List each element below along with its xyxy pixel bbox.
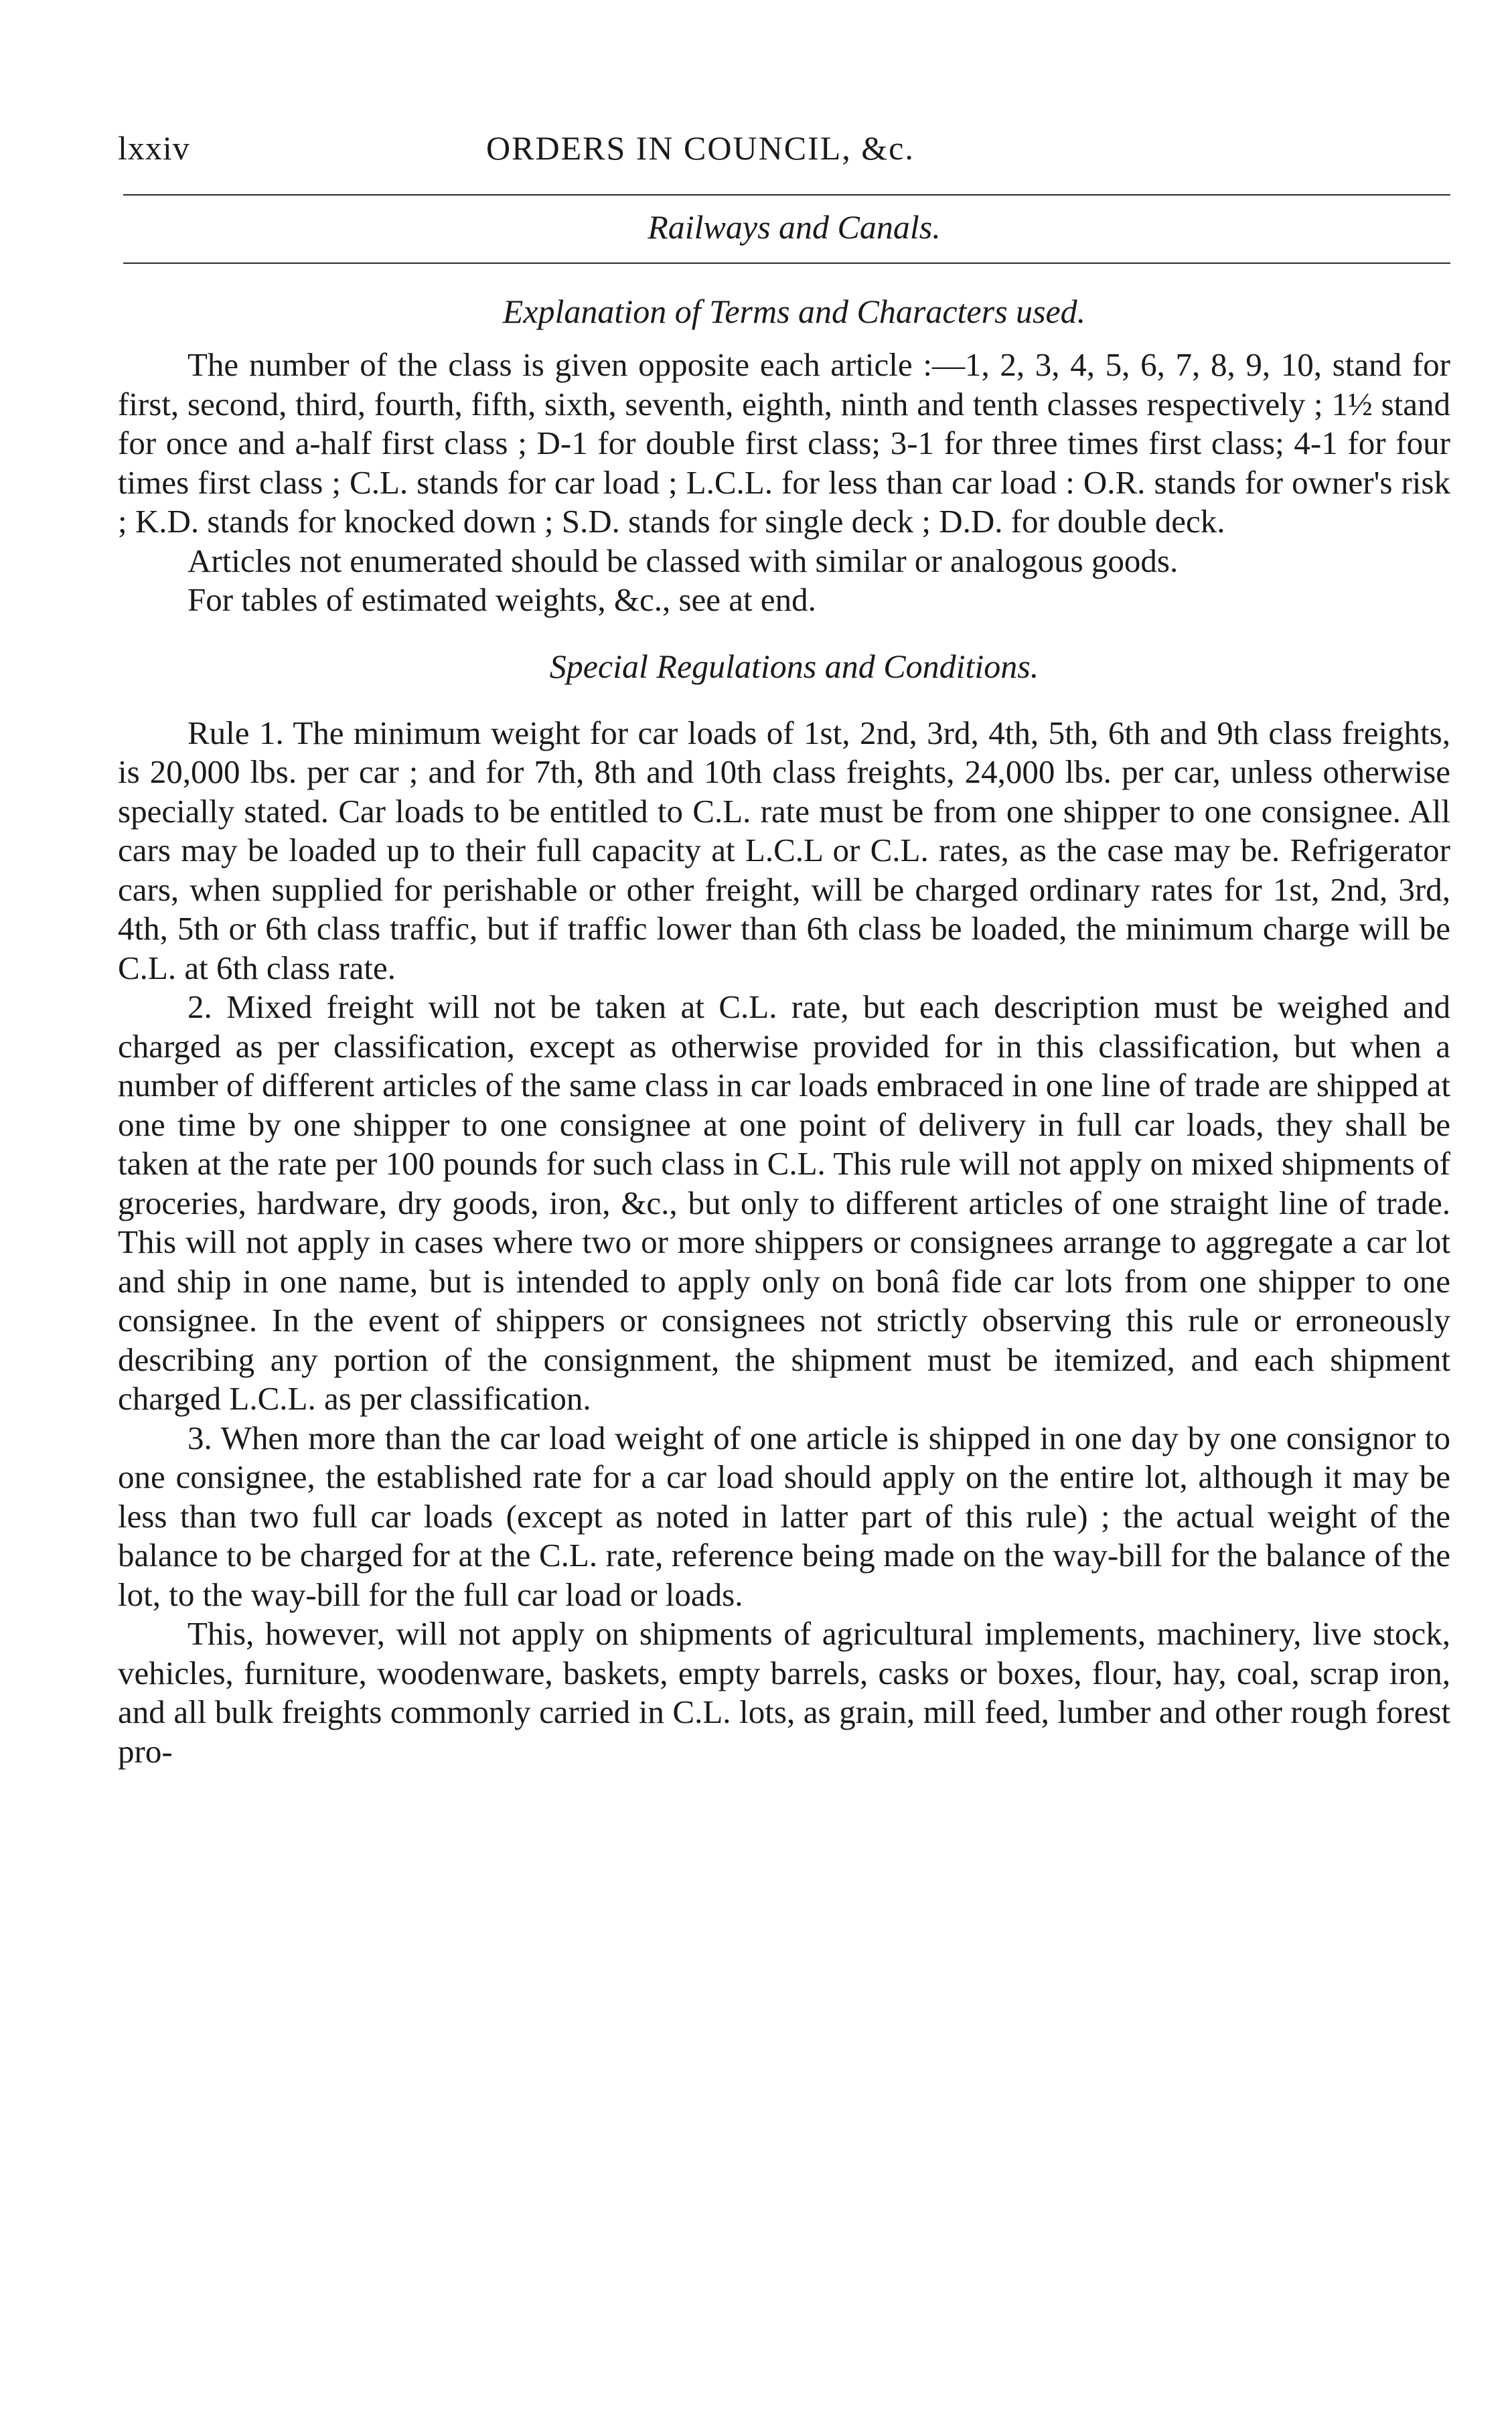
header-rule-top xyxy=(123,194,1450,196)
document-page xyxy=(118,127,1450,2390)
section-title: Railways and Canals. xyxy=(648,208,941,246)
rule-2-paragraph: 2. Mixed freight will not be taken at C.L. rate, but each description must be weighed and charged as per classification, except as otherwise provided for in this classification, but when a number of different articles of the same class in car loads embraced in one line of trade are shipped at one time by one shipper to one consignee at one point of delivery in full car loads, they shall be taken at the rate per 100 pounds for such class in C.L. This rule will not apply on mixed shipments of groceries, hardware, dry goods, iron, &c., but only to different articles of one straight line of trade. This will not apply in cases where two or more shippers or consignees arrange to aggregate a car lot and ship in one name, but is intended to apply only on bonâ fide car lots from one shipper to one consignee. In the event of shippers or consignees not strictly observing this rule or erroneously describing any portion of the consignment, the shipment must be itemized, and each shipment charged L.C.L. as per classification. xyxy=(118,988,1450,1417)
header-rule-bottom xyxy=(123,262,1450,264)
running-header xyxy=(118,127,1450,169)
explanation-paragraph-weights: For tables of estimated weights, &c., see at end. xyxy=(187,581,816,618)
explanation-paragraph-unenumerated: Articles not enumerated should be classed with similar or analogous goods. xyxy=(187,542,1179,579)
rule-3-exception-paragraph: This, however, will not apply on shipments of agricultural implements, machinery, live stock, vehicles, furniture, woodenware, baskets, empty barrels, casks or boxes, flour, hay, coal, scrap iron, and all bulk freights commonly carried in C.L. lots, as grain, mill feed, lumber and other rough forest pro- xyxy=(118,1615,1450,1770)
regulations-heading: Special Regulations and Conditions. xyxy=(549,647,1039,685)
rule-3-paragraph: 3. When more than the car load weight of one article is shipped in one day by one consignor to one consignee, the established rate for a car load should apply on the entire lot, although it may be less than two full car loads (except as noted in latter part of this rule) ; the actual weight of the balance to be charged for at the C.L. rate, reference being made on the way-bill for the balance of the lot, to the way-bill for the full car load or loads. xyxy=(118,1419,1450,1613)
page-number: lxxiv xyxy=(118,129,190,167)
rule-1-paragraph: Rule 1. The minimum weight for car loads of 1st, 2nd, 3rd, 4th, 5th, 6th and 9th class freights, is 20,000 lbs. per car ; and for 7th, 8th and 10th class freights, 24,000 lbs. per car, unless otherwise specially stated. Car loads to be entitled to C.L. rate must be from one shipper to one consignee. All cars may be loaded up to their full capacity at L.C.L or C.L. rates, as the case may be. Refrigerator cars, when supplied for perishable or other freight, will be charged ordinary rates for 1st, 2nd, 3rd, 4th, 5th or 6th class traffic, but if traffic lower than 6th class be loaded, the minimum charge will be C.L. at 6th class rate. xyxy=(118,714,1450,986)
explanation-paragraph-terms: The number of the class is given opposite each article :—1, 2, 3, 4, 5, 6, 7, 8, 9, 10, stand for first, second, third, fourth, fifth, sixth, seventh, eighth, ninth and tenth classes respectively ; 1½ stand for once and a-half first class ; D-1 for double first class; 3-1 for three times first class; 4-1 for four times first class ; C.L. stands for car load ; L.C.L. for less than car load : O.R. stands for owner's risk ; K.D. stands for knocked down ; S.D. stands for single deck ; D.D. for double deck. xyxy=(118,346,1450,540)
running-title: ORDERS IN COUNCIL, &c. xyxy=(486,129,915,167)
explanation-heading: Explanation of Terms and Characters used. xyxy=(502,293,1086,330)
